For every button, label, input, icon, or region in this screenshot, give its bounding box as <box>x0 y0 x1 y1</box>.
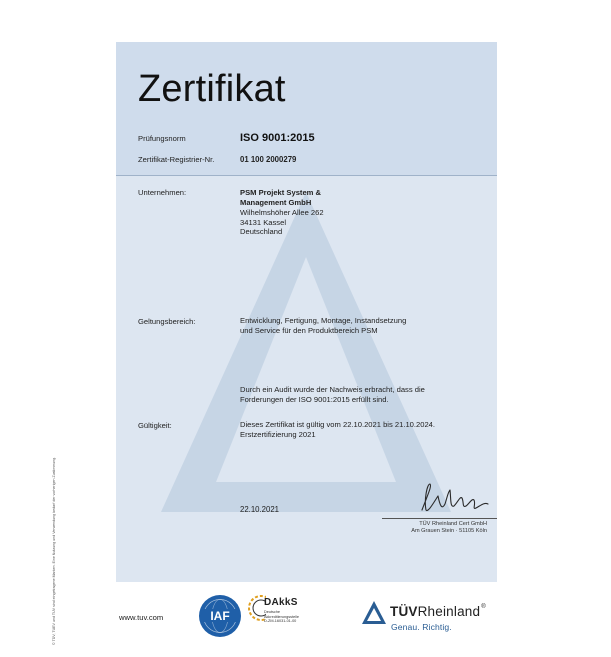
scope-label: Geltungsbereich: <box>138 317 196 326</box>
iaf-logo-text: IAF <box>210 609 230 623</box>
issuer-block <box>411 521 487 536</box>
dakks-sub-line1: Deutsche <box>264 610 281 614</box>
dakks-name: DAkkS <box>264 597 298 608</box>
validity-line2: Erstzertifizierung 2021 <box>240 429 316 439</box>
website-link[interactable]: www.tuv.com <box>119 613 164 622</box>
certificate-title: Zertifikat <box>138 68 286 110</box>
company-street: Wilhelmshöher Allee 262 <box>240 207 324 217</box>
registered-mark: ® <box>481 604 486 610</box>
scope-block <box>240 316 480 336</box>
tuv-triangle-logo-icon <box>361 600 387 626</box>
standard-label: Prüfungsnorm <box>138 134 186 143</box>
standard-value: ISO 9001:2015 <box>240 132 315 144</box>
company-city: 34131 Kassel <box>240 217 287 227</box>
audit-statement <box>240 385 480 405</box>
issuer-name: TÜV Rheinland Cert GmbH <box>419 521 487 527</box>
dakks-sub-line2: Akkreditierungsstelle <box>264 614 300 619</box>
trademark-side-note: © TÜV, TUEV und TUV sind eingetragene Marken. Eine Nutzung und Verwendung bedarf der vorherigen Zustimmung. <box>52 456 56 645</box>
audit-line2: Forderungen der ISO 9001:2015 erfüllt sind. <box>240 394 389 404</box>
company-name-line2: Management GmbH <box>240 197 312 207</box>
certificate-page <box>116 42 497 582</box>
audit-line1: Durch ein Audit wurde der Nachweis erbracht, dass die <box>240 385 425 394</box>
issue-date: 22.10.2021 <box>240 505 280 514</box>
signature-line <box>382 518 497 519</box>
scope-line2: und Service für den Produktbereich PSM <box>240 325 378 335</box>
tuv-tagline: Genau. Richtig. <box>391 622 452 632</box>
rheinland-word: Rheinland <box>417 604 481 619</box>
company-block <box>240 188 480 237</box>
iaf-logo-icon <box>197 593 243 639</box>
registration-value: 01 100 2000279 <box>240 155 297 164</box>
tuv-word: TÜV <box>390 604 418 619</box>
company-label: Unternehmen: <box>138 188 187 197</box>
tuv-rheinland-wordmark <box>390 604 486 619</box>
registration-label: Zertifikat-Registrier-Nr. <box>138 155 215 164</box>
dakks-sub-line3: D-ZM-16031-01-00 <box>264 619 297 624</box>
validity-block <box>240 420 480 440</box>
validity-line1: Dieses Zertifikat ist gültig vom 22.10.2021 bis 21.10.2024. <box>240 420 436 429</box>
company-country: Deutschland <box>240 227 283 237</box>
issuer-address: Am Grauen Stein · 51105 Köln <box>411 528 487 535</box>
handwritten-signature-icon <box>414 480 494 518</box>
dakks-subtitle <box>264 610 328 624</box>
company-name-line1: PSM Projekt System & <box>240 188 322 197</box>
validity-label: Gültigkeit: <box>138 421 172 430</box>
scope-line1: Entwicklung, Fertigung, Montage, Instandsetzung <box>240 316 407 325</box>
